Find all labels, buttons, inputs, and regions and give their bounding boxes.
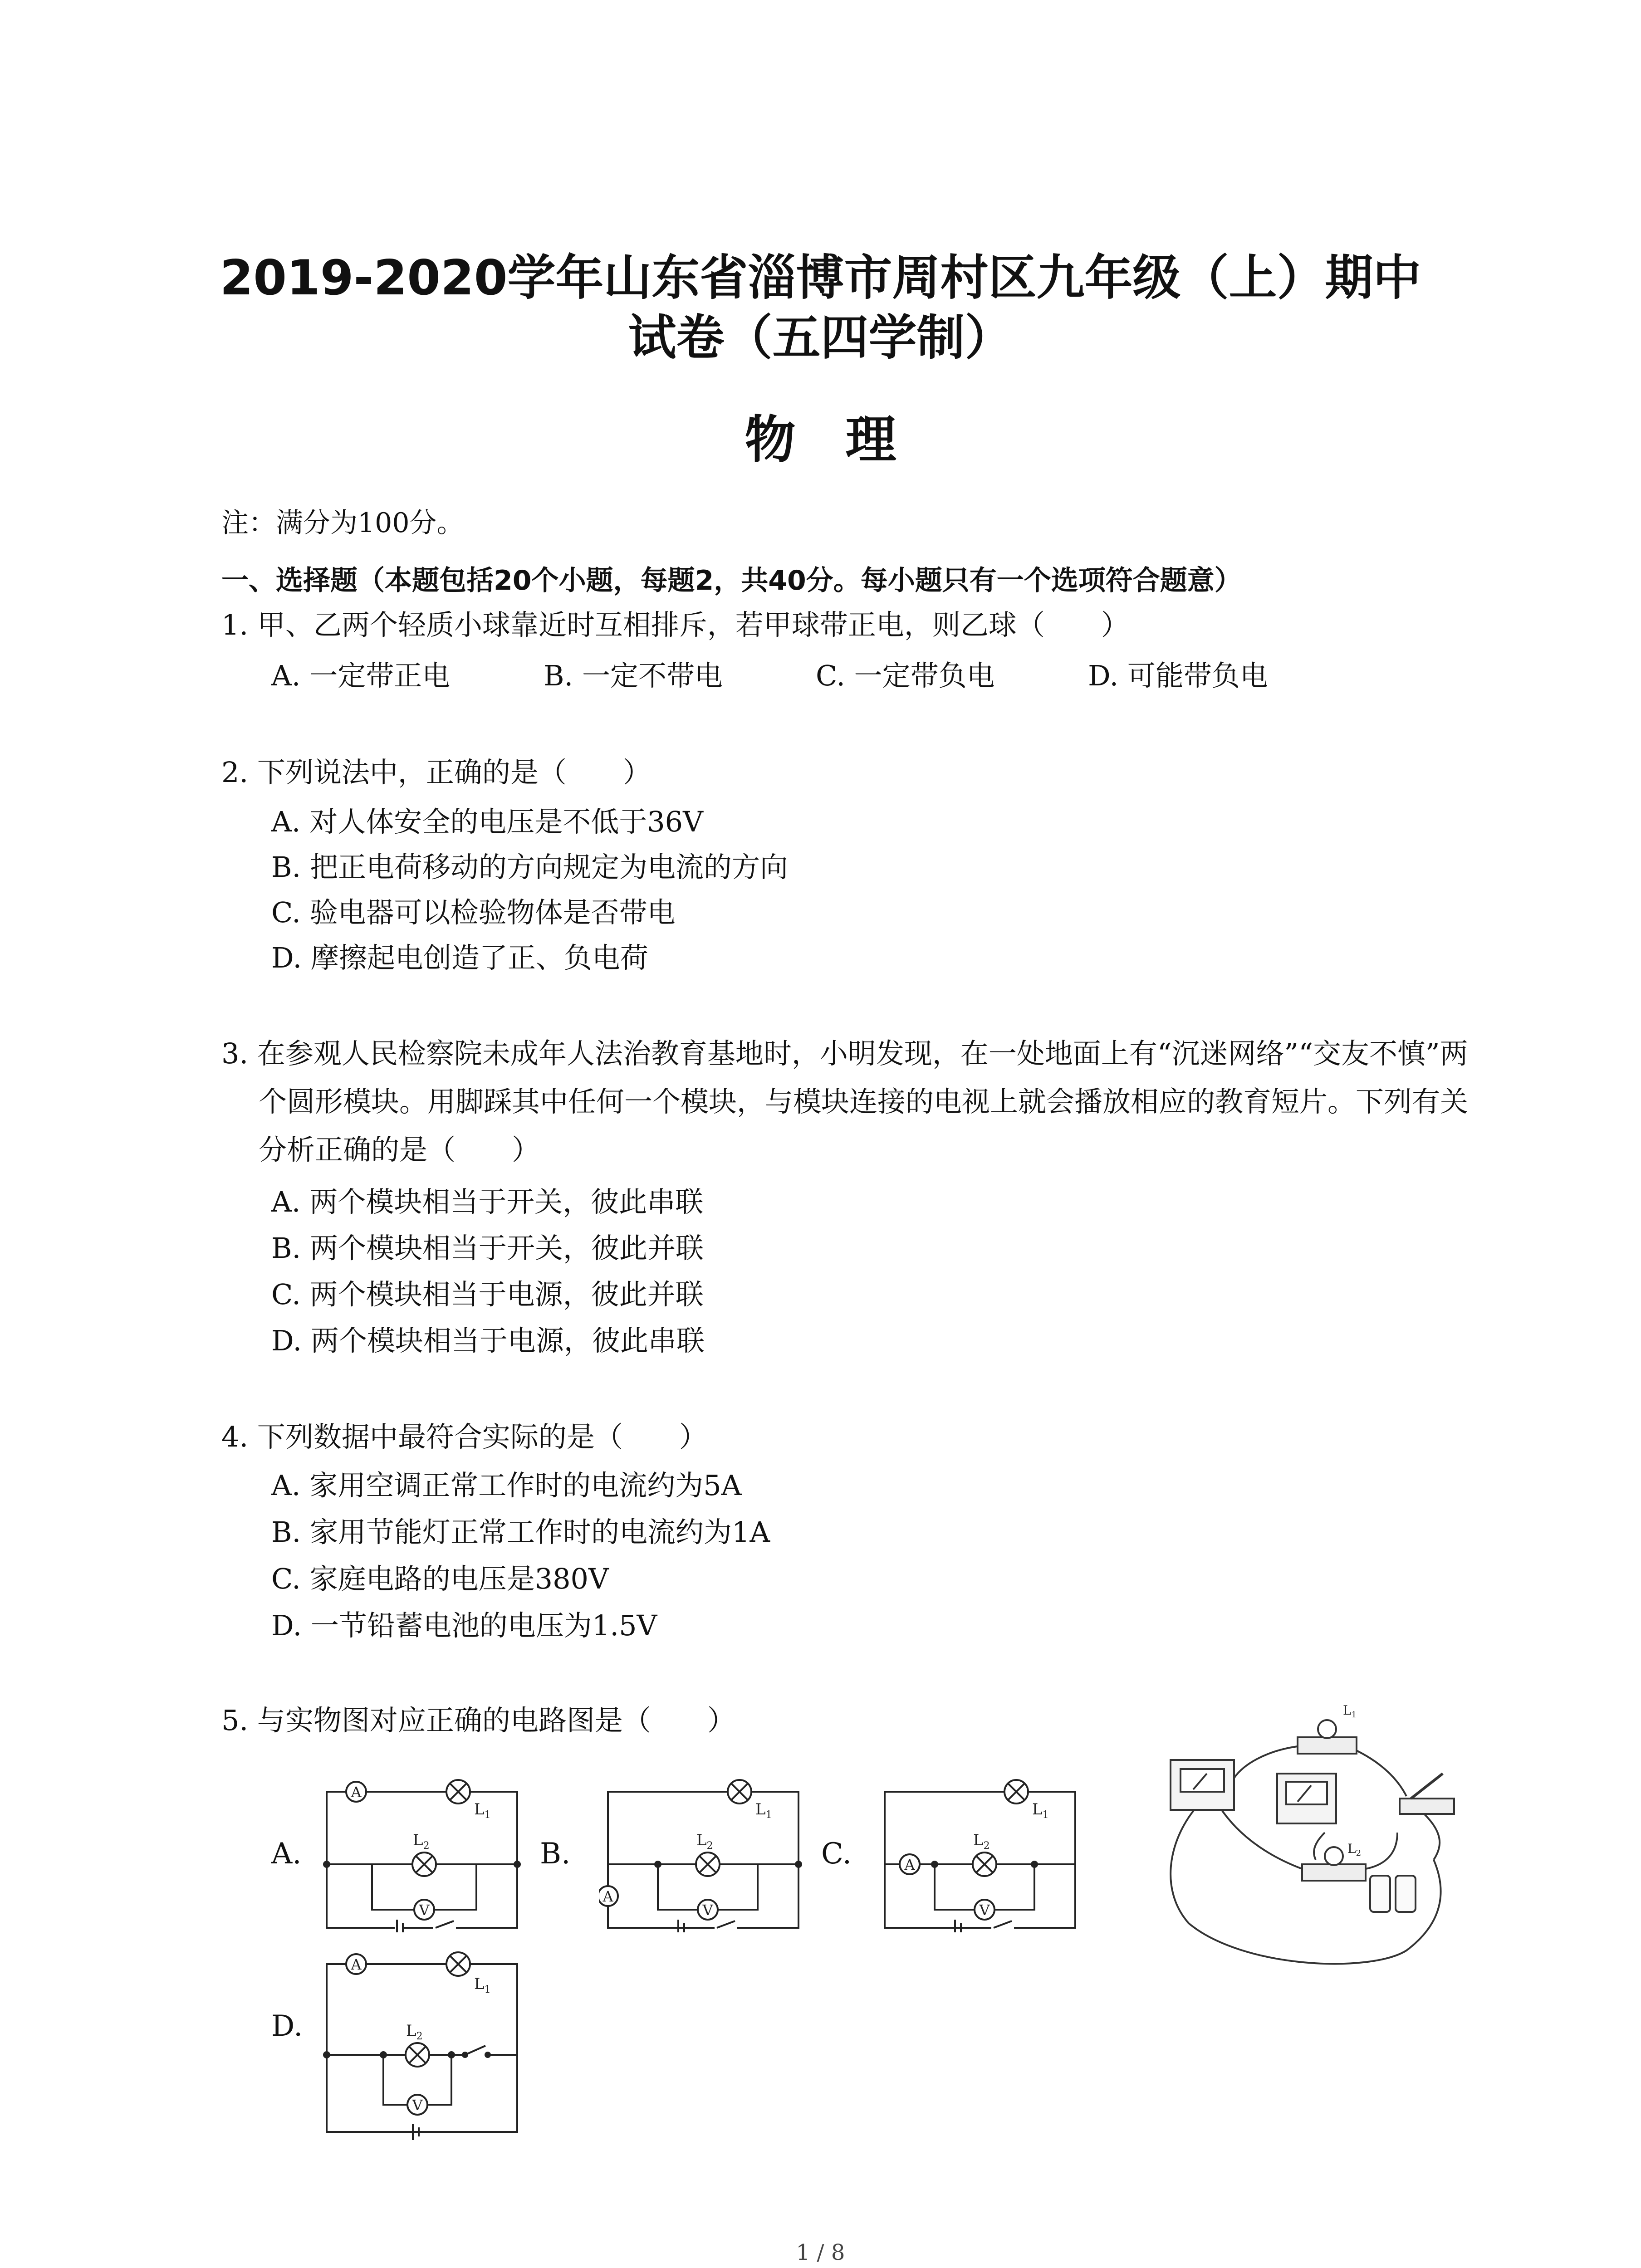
question-1-option-b[interactable]: B. 一定不带电 [544,659,723,692]
question-4-stem: 4. 下列数据中最符合实际的是（ ） [221,1420,707,1453]
svg-text:A: A [351,1956,362,1973]
lamp2-label: $L_2$ [413,1831,430,1852]
score-note: 注：满分为100分。 [221,507,464,539]
question-3-stem [221,1030,1469,1174]
question-4-option-c[interactable]: C. 家庭电路的电压是380V [271,1562,609,1595]
question-1-option-d[interactable]: D. 可能带负电 [1088,659,1268,692]
lamp2-bulb-icon [1325,1847,1343,1865]
question-3-option-a[interactable]: A. 两个模块相当于开关，彼此串联 [271,1185,704,1218]
question-4-option-a[interactable]: A. 家用空调正常工作时的电流约为5A [271,1469,742,1502]
circuit-diagram-a[interactable] [318,1778,526,1932]
question-5-option-d[interactable]: D. [271,2009,303,2043]
svg-text:L2: $L_2$ [406,2022,423,2042]
svg-text:A: A [603,1888,613,1905]
question-2-option-c[interactable]: C. 验电器可以检验物体是否带电 [271,896,676,929]
ammeter-label: A [351,1784,362,1801]
section-heading: 一、选择题（本题包括20个小题，每题2，共40分。每小题只有一个选项符合题意） [221,565,1242,596]
circuit-diagram-b[interactable] [599,1778,808,1932]
question-1-stem: 1. 甲、乙两个轻质小球靠近时互相排斥，若甲球带正电，则乙球（ ） [221,608,1129,641]
svg-text:L1: $L_1$ [1343,1703,1357,1720]
svg-text:V: V [702,1901,713,1919]
question-3-option-b[interactable]: B. 两个模块相当于开关，彼此并联 [271,1232,704,1265]
question-5-option-a[interactable]: A. [271,1837,302,1871]
circuit-diagram-c[interactable] [876,1778,1084,1932]
svg-text:L2: $L_2$ [1347,1841,1362,1858]
svg-text:V: V [979,1901,990,1919]
question-5-stem: 5. 与实物图对应正确的电路图是（ ） [221,1704,735,1737]
svg-text:L1: $L_1$ [755,1800,772,1821]
question-1-option-c[interactable]: C. 一定带负电 [816,659,995,692]
svg-text:L2: $L_2$ [973,1831,990,1852]
question-1-options [271,653,1268,694]
question-2-stem: 2. 下列说法中，正确的是（ ） [221,756,651,789]
question-3-option-c[interactable]: C. 两个模块相当于电源，彼此并联 [271,1278,704,1311]
voltmeter-label: V [419,1901,430,1919]
circuit-diagram-d[interactable] [318,1950,526,2141]
question-5-option-c[interactable]: C. [821,1837,852,1871]
question-2-option-b[interactable]: B. 把正电荷移动的方向规定为电流的方向 [271,850,788,884]
svg-text:L1: $L_1$ [1032,1800,1049,1821]
lamp2-board [1302,1864,1366,1881]
page-title-line1: 2019-2020学年山东省淄博市周村区九年级（上）期中 [220,250,1421,306]
question-2-option-d[interactable]: D. 摩擦起电创造了正、负电荷 [271,941,648,974]
page-number: 1 / 8 [796,2240,845,2265]
lamp1-board [1298,1737,1357,1754]
svg-text:L1: $L_1$ [474,1975,491,1995]
physical-circuit-illustration [1152,1696,1461,1978]
question-2-option-a[interactable]: A. 对人体安全的电压是不低于36V [271,805,703,838]
question-1-option-a[interactable]: A. 一定带正电 [271,659,451,692]
svg-text:L2: $L_2$ [696,1831,713,1852]
question-4-option-b[interactable]: B. 家用节能灯正常工作时的电流约为1A [271,1515,770,1549]
svg-text:V: V [412,2097,423,2114]
subject-heading: 物理 [745,411,946,469]
question-3-stem-text: 3. 在参观人民检察院未成年人法治教育基地时，小明发现，在一处地面上有“沉迷网络”“交友不慎”两个圆形模块。用脚踩其中任何一个模块，与模块连接的电视上就会播放相应的教育短片。下列有关分析正确的是（ ） [221,1037,1469,1166]
question-4-option-d[interactable]: D. 一节铅蓄电池的电压为1.5V [271,1609,657,1642]
question-3-option-d[interactable]: D. 两个模块相当于电源，彼此串联 [271,1324,705,1357]
lamp1-label: $L_1$ [474,1800,491,1821]
svg-text:A: A [904,1856,915,1873]
question-5-option-b[interactable]: B. [540,1837,571,1871]
page-title-line2: 试卷（五四学制） [628,310,1013,366]
switch-device-icon [1400,1799,1454,1814]
lamp1-bulb-icon [1318,1720,1336,1738]
battery-icon [1370,1876,1390,1912]
